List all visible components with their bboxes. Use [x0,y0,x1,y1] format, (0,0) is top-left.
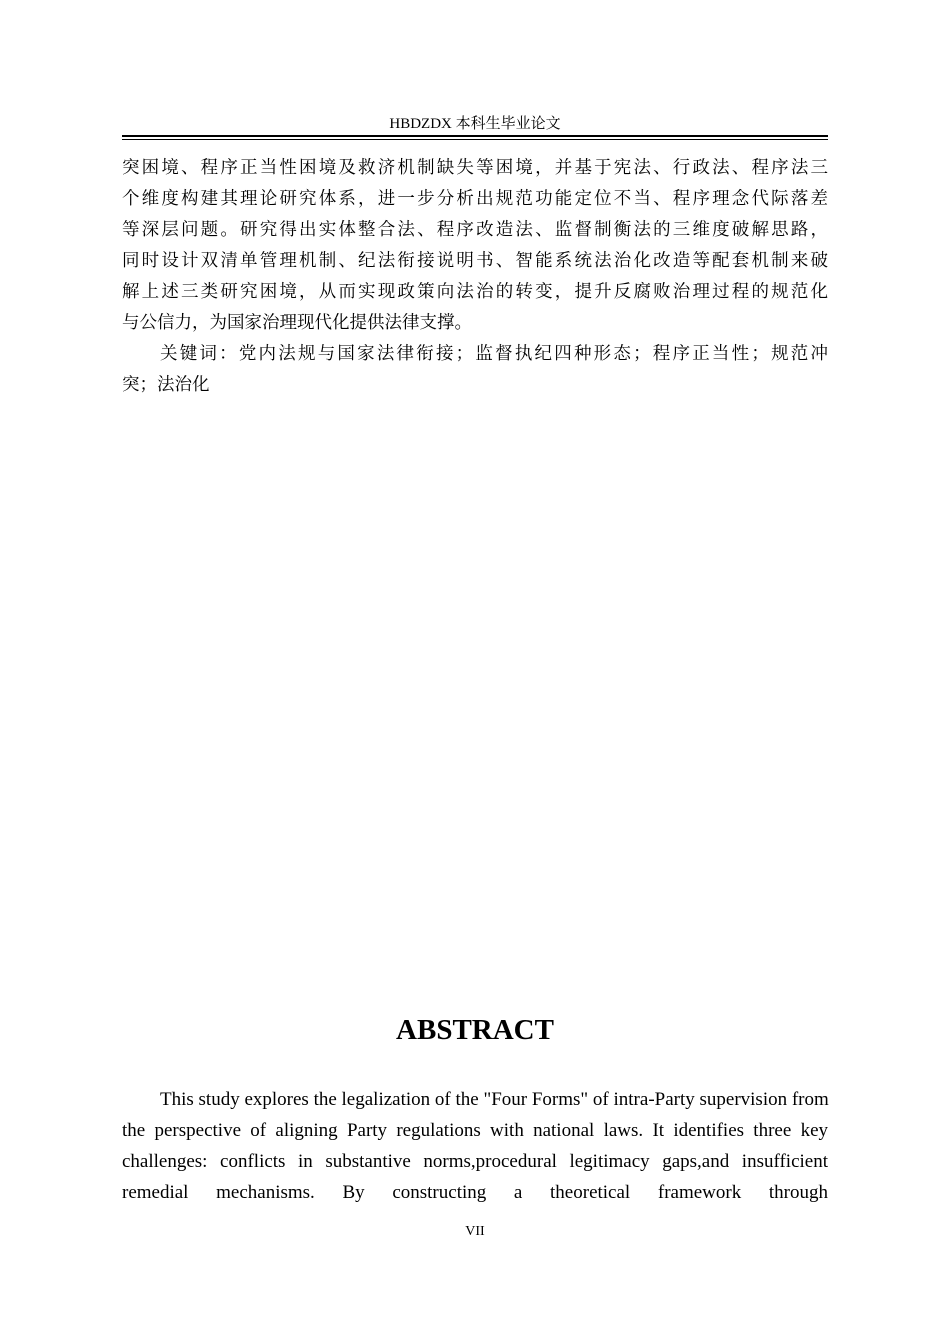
chinese-abstract-line: 个维度构建其理论研究体系，进一步分析出规范功能定位不当、程序理念代际落差 [122,189,828,209]
abstract-heading: ABSTRACT [396,1014,554,1046]
chinese-abstract-line: 与公信力，为国家治理现代化提供法律支撑。 [122,313,472,333]
chinese-abstract-line: 等深层问题。研究得出实体整合法、程序改造法、监督制衡法的三维度破解思路， [122,220,828,240]
english-abstract-line: remedial mechanisms. By constructing a theoretical framework through [122,1182,828,1203]
english-abstract-line: challenges: conflicts in substantive norms,procedural legitimacy gaps,and insufficient [122,1151,828,1172]
keywords-line: 关键词：党内法规与国家法律衔接；监督执纪四种形态；程序正当性；规范冲 [160,344,828,364]
running-header: HBDZDX 本科生毕业论文 [389,116,561,132]
english-abstract-line: the perspective of aligning Party regulations with national laws. It identifies three key [122,1120,828,1141]
chinese-abstract-line: 同时设计双清单管理机制、纪法衔接说明书、智能系统法治化改造等配套机制来破 [122,251,828,271]
header-rule-thick [122,135,828,137]
chinese-abstract-line: 突困境、程序正当性困境及救济机制缺失等困境，并基于宪法、行政法、程序法三 [122,158,828,178]
english-abstract-body [122,1084,828,1208]
page-number: VII [465,1224,485,1239]
keywords-line: 突；法治化 [122,375,210,395]
chinese-abstract-body [122,153,828,401]
header-rule-thin [122,139,828,140]
english-abstract-line: This study explores the legalization of the "Four Forms" of intra-Party supervision from [160,1089,829,1110]
chinese-abstract-line: 解上述三类研究困境，从而实现政策向法治的转变，提升反腐败治理过程的规范化 [122,282,828,302]
